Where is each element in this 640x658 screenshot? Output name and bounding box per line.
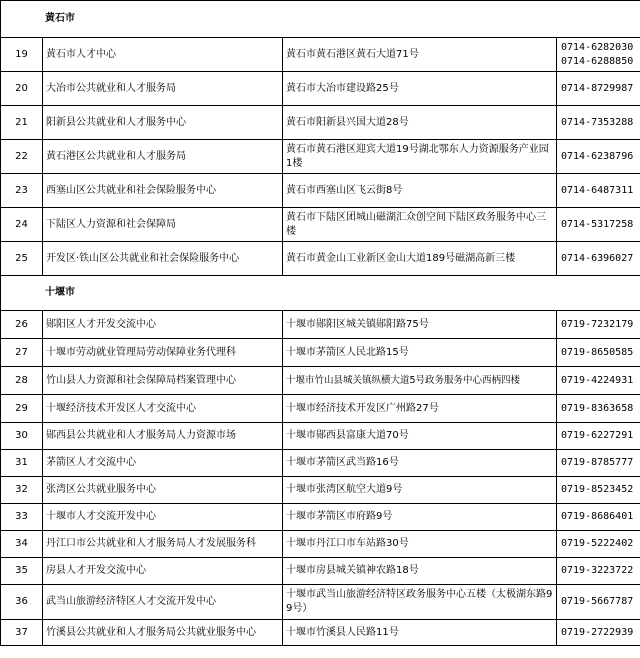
agency-address: 黄石市阳新县兴国大道28号 — [283, 106, 557, 140]
row-number: 36 — [1, 585, 43, 620]
agency-address: 黄石市大冶市建设路25号 — [283, 72, 557, 106]
agency-name: 张湾区公共就业服务中心 — [43, 477, 283, 504]
agency-name: 下陆区人力资源和社会保障局 — [43, 208, 283, 242]
row-number: 35 — [1, 558, 43, 585]
row-number: 23 — [1, 174, 43, 208]
row-number: 32 — [1, 477, 43, 504]
agency-phone: 0719-8363658 — [557, 395, 640, 423]
row-number: 33 — [1, 504, 43, 531]
agency-address: 十堰市武当山旅游经济特区政务服务中心五楼（太极湖东路99号） — [283, 585, 557, 620]
section-header — [1, 276, 640, 311]
agency-phone: 0719-5667787 — [557, 585, 640, 620]
row-number: 21 — [1, 106, 43, 140]
row-number: 29 — [1, 395, 43, 423]
table-row — [1, 620, 640, 646]
agency-name: 房县人才开发交流中心 — [43, 558, 283, 585]
agency-name: 十堰经济技术开发区人才交流中心 — [43, 395, 283, 423]
agency-phone: 0719-8785777 — [557, 450, 640, 477]
agency-address: 十堰市茅箭区人民北路15号 — [283, 339, 557, 367]
agency-phone: 0719-6227291 — [557, 423, 640, 450]
table-row — [1, 208, 640, 242]
agency-name: 茅箭区人才交流中心 — [43, 450, 283, 477]
agency-address: 十堰市经济技术开发区广州路27号 — [283, 395, 557, 423]
table-row — [1, 558, 640, 585]
agency-phone: 0714-6396027 — [557, 242, 640, 276]
row-number: 20 — [1, 72, 43, 106]
agency-name: 丹江口市公共就业和人才服务局人才发展服务科 — [43, 531, 283, 558]
table-row — [1, 140, 640, 174]
phone-line: 0714-6288850 — [561, 55, 634, 67]
agency-phone: 0719-7232179 — [557, 311, 640, 339]
row-number: 25 — [1, 242, 43, 276]
agency-address: 十堰市竹溪县人民路11号 — [283, 620, 557, 646]
agency-name: 十堰市人才交流开发中心 — [43, 504, 283, 531]
agency-name: 十堰市劳动就业管理局劳动保障业务代理科 — [43, 339, 283, 367]
table-row — [1, 72, 640, 106]
agency-phone: 0719-5222402 — [557, 531, 640, 558]
table-row — [1, 311, 640, 339]
agency-address: 黄石市黄石港区迎宾大道19号湖北鄂东人力资源服务产业园1楼 — [283, 140, 557, 174]
agency-name: 西塞山区公共就业和社会保险服务中心 — [43, 174, 283, 208]
agency-name: 竹山县人力资源和社会保障局档案管理中心 — [43, 367, 283, 395]
agency-address: 十堰市郧阳区城关镇郧阳路75号 — [283, 311, 557, 339]
table-row — [1, 174, 640, 208]
agency-phone: 0714-7353288 — [557, 106, 640, 140]
table-row — [1, 38, 640, 72]
row-number: 19 — [1, 38, 43, 72]
row-number: 28 — [1, 367, 43, 395]
agency-phone: 0714-6487311 — [557, 174, 640, 208]
table-row — [1, 242, 640, 276]
agency-phone: 0719-4224931 — [557, 367, 640, 395]
agency-address: 黄石市下陆区团城山磁湖汇众创空间下陆区政务服务中心三楼 — [283, 208, 557, 242]
row-number: 31 — [1, 450, 43, 477]
agency-phone: 0719-2722939 — [557, 620, 640, 646]
agency-phone: 0719-8686401 — [557, 504, 640, 531]
row-number: 24 — [1, 208, 43, 242]
agency-name: 开发区·铁山区公共就业和社会保险服务中心 — [43, 242, 283, 276]
agency-address: 黄石市黄石港区黄石大道71号 — [283, 38, 557, 72]
agency-name: 黄石市人才中心 — [43, 38, 283, 72]
agency-name: 黄石港区公共就业和人才服务局 — [43, 140, 283, 174]
table-row — [1, 450, 640, 477]
city-name: 黄石市 — [1, 1, 640, 38]
agency-phone: 0719-3223722 — [557, 558, 640, 585]
city-name: 十堰市 — [1, 276, 640, 311]
agency-address: 十堰市茅箭区武当路16号 — [283, 450, 557, 477]
agency-address: 十堰市茅箭区市府路9号 — [283, 504, 557, 531]
agency-phone: 0719-8523452 — [557, 477, 640, 504]
agency-name: 郧西县公共就业和人才服务局人力资源市场 — [43, 423, 283, 450]
row-number: 22 — [1, 140, 43, 174]
agency-name: 郧阳区人才开发交流中心 — [43, 311, 283, 339]
table-row — [1, 477, 640, 504]
table-row — [1, 106, 640, 140]
agency-phone: 0719-8650585 — [557, 339, 640, 367]
agency-phone — [557, 38, 640, 72]
agency-phone: 0714-5317258 — [557, 208, 640, 242]
row-number: 30 — [1, 423, 43, 450]
table-row — [1, 395, 640, 423]
agency-address: 十堰市竹山县城关镇纵横大道5号政务服务中心西柄四楼 — [283, 367, 557, 395]
agency-name: 阳新县公共就业和人才服务中心 — [43, 106, 283, 140]
agency-phone: 0714-6238796 — [557, 140, 640, 174]
table-row — [1, 531, 640, 558]
table-row — [1, 367, 640, 395]
row-number: 37 — [1, 620, 43, 646]
agency-name: 大冶市公共就业和人才服务局 — [43, 72, 283, 106]
agency-address: 十堰市张湾区航空大道9号 — [283, 477, 557, 504]
row-number: 26 — [1, 311, 43, 339]
agency-name: 武当山旅游经济特区人才交流开发中心 — [43, 585, 283, 620]
row-number: 34 — [1, 531, 43, 558]
agency-address: 黄石市西塞山区飞云街8号 — [283, 174, 557, 208]
agency-phone: 0714-8729987 — [557, 72, 640, 106]
section-header — [1, 1, 640, 38]
row-number: 27 — [1, 339, 43, 367]
agency-address: 十堰市房县城关镇神农路18号 — [283, 558, 557, 585]
table-row — [1, 504, 640, 531]
agency-address: 黄石市黄金山工业新区金山大道189号磁湖高新三楼 — [283, 242, 557, 276]
agency-address: 十堰市郧西县富康大道70号 — [283, 423, 557, 450]
table-row — [1, 423, 640, 450]
table-row — [1, 585, 640, 620]
agency-name: 竹溪县公共就业和人才服务局公共就业服务中心 — [43, 620, 283, 646]
table-row — [1, 339, 640, 367]
phone-line: 0714-6282030 — [561, 41, 634, 53]
agency-address: 十堰市丹江口市车站路30号 — [283, 531, 557, 558]
